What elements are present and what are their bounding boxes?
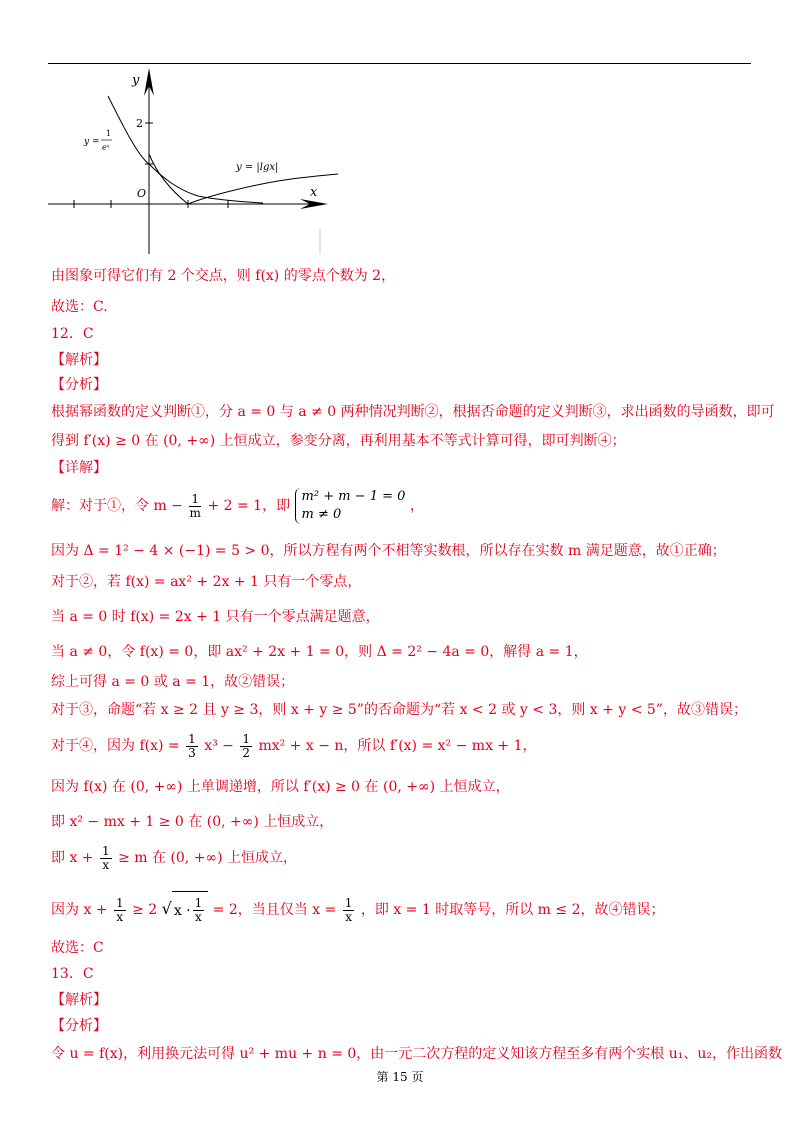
text-line-8: 当 a = 0 时 f(x) = 2x + 1 只有一个零点满足题意， — [51, 609, 380, 625]
origin-label: O — [137, 187, 147, 200]
text-line-10: 综上可得 a = 0 或 a = 1，故②错误； — [51, 674, 295, 690]
y-axis-label: y — [132, 73, 140, 88]
text-line-6: 因为 Δ = 1² − 4 × (−1) = 5 > 0，所以方程有两个不相等实数根，所以存在实数 m 满足题意，故①正确； — [51, 543, 726, 559]
curve1-label-num: 1 — [106, 129, 112, 138]
question-12-answer: 12．C — [51, 326, 94, 342]
text-line-11: 对于③，命题“若 x ≥ 2 且 y ≥ 3，则 x + y ≥ 5”的否命题为“若 x < 2 或 y < 3，则 x + y < 5”，故③错误； — [51, 702, 747, 718]
curve1-label-lhs: y = — [84, 137, 100, 147]
top-rule — [48, 63, 751, 64]
text-line-12: 对于④，因为 f(x) = $\frac{1}{3}$ x³ − $\frac{1}{2}$ mx² + x − n，所以 f′(x) = x² − mx + 1， — [51, 731, 537, 760]
curve1-label-den: eˣ — [102, 143, 110, 152]
text-line-13: 因为 f(x) 在 (0, +∞) 上单调递增，所以 f′(x) ≥ 0 在 (0, +∞) 上恒成立， — [51, 779, 510, 795]
x-axis-label: x — [310, 185, 318, 200]
text-line-1: 由图象可得它们有 2 个交点，则 f(x) 的零点个数为 2， — [51, 268, 396, 284]
text-line-4: 得到 f′(x) ≥ 0 在 (0, +∞) 上恒成立，参变分离，再利用基本不等式计算可得，即可判断④； — [51, 433, 626, 449]
section-xiangjie: 【详解】 — [51, 460, 107, 476]
text-line-5: 解：对于①，令 m − $\frac{1}{m}$ + 2 = 1，即 m² + m − 1 = 0 m ≠ 0 ， — [51, 489, 424, 522]
text-line-7: 对于②，若 f(x) = ax² + 2x + 1 只有一个零点， — [51, 574, 362, 590]
text-line-3: 根据幂函数的定义判断①，分 a = 0 与 a ≠ 0 两种情况判断②，根据否命题的定义判断③，求出函数的导函数，即可 — [51, 404, 775, 420]
section-jiexi-1: 【解析】 — [51, 352, 107, 368]
text-line-2: 故选：C. — [51, 299, 108, 315]
function-graph — [48, 66, 338, 258]
text-line-9: 当 a ≠ 0，令 f(x) = 0，即 ax² + 2x + 1 = 0，则 Δ = 2² − 4a = 0，解得 a = 1， — [51, 644, 588, 660]
text-line-14: 即 x² − mx + 1 ≥ 0 在 (0, +∞) 上恒成立， — [51, 814, 334, 830]
section-fenxi-1: 【分析】 — [51, 377, 107, 393]
text-line-16: 因为 x + $\frac{1}{x}$ ≥ 2 √ x · $\frac{1}{x}$ = 2，当且仅当 x = $\frac{1}{x}$ ，即 x = 1 时取等号，所以 m ≤ 2，故④错误； — [51, 890, 665, 930]
section-fenxi-2: 【分析】 — [51, 1018, 107, 1034]
section-jiexi-2: 【解析】 — [51, 992, 107, 1008]
text-line-15: 即 x + $\frac{1}{x}$ ≥ m 在 (0, +∞) 上恒成立， — [51, 843, 298, 872]
equation-system: m² + m − 1 = 0 m ≠ 0 — [295, 488, 406, 524]
curve-exp-decay — [108, 96, 263, 203]
page-number: 第 15 页 — [376, 1070, 424, 1084]
fraction-1-over-m: $\frac{1}{m}$ — [189, 491, 201, 520]
text-line-18: 令 u = f(x)，利用换元法可得 u² + mu + n = 0，由一元二次方程的定义知该方程至多有两个实根 u₁、u₂，作出函数 — [51, 1046, 782, 1062]
text-line-17: 故选：C — [51, 940, 104, 956]
curve2-label: y = |lgx| — [236, 162, 279, 173]
tick-2-label: 2 — [136, 117, 143, 130]
sqrt-expression: x · $\frac{1}{x}$ — [172, 891, 208, 930]
question-13-answer: 13．C — [51, 966, 94, 982]
